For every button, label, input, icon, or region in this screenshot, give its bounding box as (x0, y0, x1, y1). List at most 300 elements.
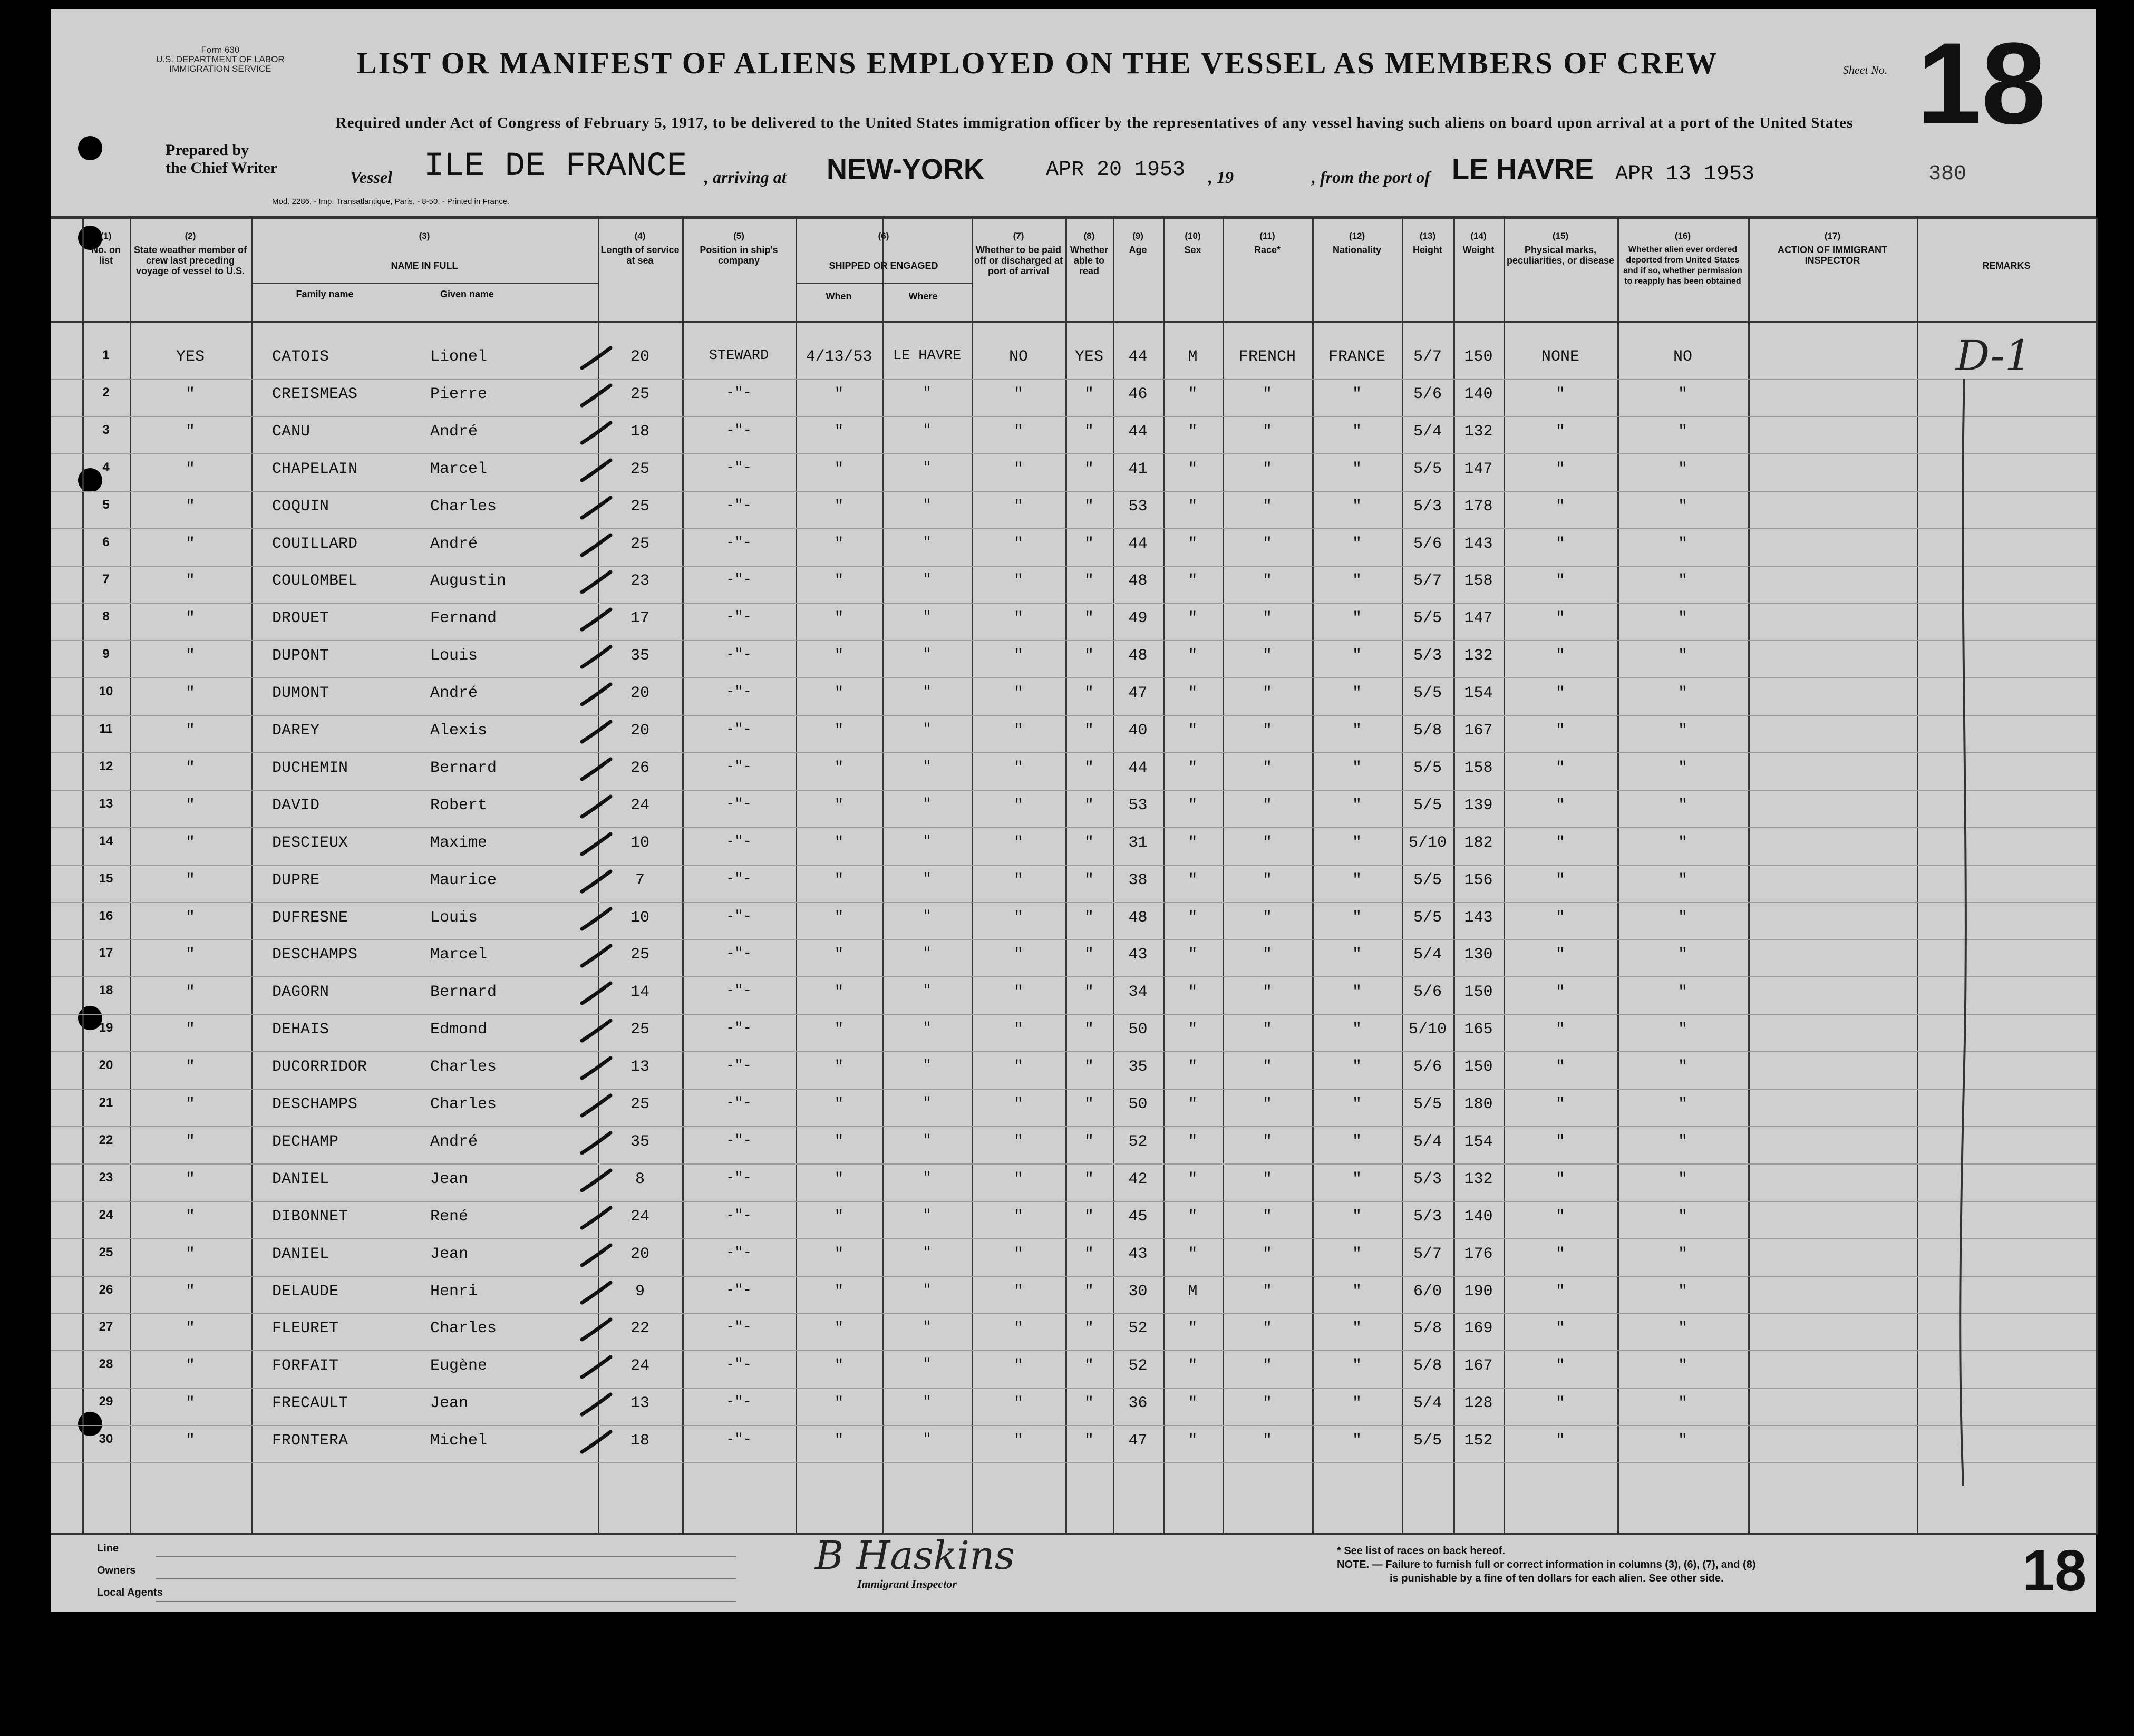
cell-read: " (1084, 1320, 1094, 1338)
column-number: (6) (878, 231, 889, 241)
cell-svc: 8 (635, 1170, 645, 1188)
cell-dep: " (1677, 796, 1687, 814)
cell-svc: 13 (630, 1394, 649, 1413)
cell-age: 44 (1128, 535, 1148, 553)
cell-dep: " (1677, 1132, 1687, 1151)
cell-ht: 5/5 (1413, 460, 1442, 478)
check-mark-icon (578, 1055, 615, 1081)
cell-ht: 5/6 (1413, 1058, 1442, 1076)
cell-where: " (923, 833, 932, 850)
column-number: (10) (1185, 231, 1201, 241)
cell-where: " (923, 684, 932, 701)
cell-age: 49 (1128, 609, 1148, 628)
cell-paid: " (1013, 1357, 1023, 1375)
cell-svc: 25 (630, 385, 649, 403)
cell-sex: " (1188, 908, 1198, 927)
cell-svc: 25 (630, 497, 649, 516)
cell-where: " (923, 497, 932, 513)
table-row (51, 1310, 2096, 1347)
cell-age: 46 (1128, 385, 1148, 403)
cell-age: 30 (1128, 1282, 1148, 1301)
service-name: IMMIGRATION SERVICE (169, 64, 271, 74)
cell-race: " (1262, 1282, 1272, 1301)
cell-dep: " (1677, 572, 1687, 590)
cell-race: " (1262, 1394, 1272, 1413)
cell-dep: " (1677, 1320, 1687, 1338)
cell-age: 48 (1128, 908, 1148, 927)
cell-wt: 182 (1464, 833, 1493, 852)
cell-sex: " (1188, 647, 1198, 665)
cell-ht: 5/8 (1413, 1320, 1442, 1338)
races-note: * See list of races on back hereof. (1337, 1545, 1506, 1557)
cell-when: " (834, 1058, 844, 1076)
vessel-label: Vessel (350, 168, 392, 187)
cell-when: " (834, 946, 844, 964)
cell-n: 1 (102, 348, 110, 362)
column-number: (9) (1132, 231, 1143, 241)
cell-wt: 158 (1464, 759, 1493, 777)
cell-when: " (834, 759, 844, 777)
cell-pos: -"- (726, 1095, 752, 1111)
cell-family: DAREY (272, 722, 320, 740)
cell-age: 50 (1128, 1095, 1148, 1113)
cell-pos: -"- (726, 1245, 752, 1261)
cell-age: 31 (1128, 833, 1148, 852)
cell-pos: -"- (726, 385, 752, 401)
cell-read: " (1084, 1132, 1094, 1151)
cell-svc: 25 (630, 1021, 649, 1039)
column-number: (7) (1013, 231, 1024, 241)
penalty-note-1: NOTE. — Failure to furnish full or correct information in columns (3), (6), (7), and (8) (1337, 1559, 1756, 1570)
cell-n: 5 (102, 497, 110, 512)
cell-race: " (1262, 1207, 1272, 1226)
cell-race: " (1262, 497, 1272, 516)
cell-when: " (834, 497, 844, 516)
reference-number: 380 (1928, 162, 1967, 186)
cell-nat: " (1352, 1282, 1362, 1301)
cell-n: 23 (99, 1170, 113, 1185)
column-header: State weather member of crew last preceding voyage of vessel to U.S. (133, 245, 247, 276)
cell-age: 43 (1128, 946, 1148, 964)
cell-pos: -"- (726, 647, 752, 663)
cell-pos: -"- (726, 1320, 752, 1336)
cell-ht: 5/7 (1413, 1245, 1442, 1263)
cell-family: COUILLARD (272, 535, 358, 553)
cell-sex: " (1188, 460, 1198, 478)
cell-given: Marcel (430, 460, 488, 478)
cell-prev: " (185, 684, 195, 703)
year-label: , 19 (1208, 168, 1234, 187)
cell-nat: " (1352, 908, 1362, 927)
cell-nat: " (1352, 609, 1362, 628)
cell-nat: " (1352, 1058, 1362, 1076)
table-row (51, 1273, 2096, 1310)
cell-dep: " (1677, 1394, 1687, 1413)
cell-read: " (1084, 1095, 1094, 1113)
table-row (51, 562, 2096, 599)
cell-read: " (1084, 422, 1094, 441)
cell-wt: 180 (1464, 1095, 1493, 1113)
cell-age: 47 (1128, 684, 1148, 703)
cell-race: " (1262, 722, 1272, 740)
cell-when: " (834, 422, 844, 441)
table-row (51, 862, 2096, 899)
cell-read: " (1084, 983, 1094, 1002)
cell-pos: -"- (726, 1058, 752, 1074)
cell-family: DAGORN (272, 983, 329, 1002)
cell-wt: 167 (1464, 1357, 1493, 1375)
cell-marks: " (1555, 759, 1565, 777)
cell-marks: " (1555, 1095, 1565, 1113)
check-mark-icon (578, 906, 615, 932)
cell-n: 29 (99, 1394, 113, 1409)
column-rule (2096, 218, 2098, 1534)
cell-paid: " (1013, 1207, 1023, 1226)
cell-n: 7 (102, 572, 110, 587)
form-title: LIST OR MANIFEST OF ALIENS EMPLOYED ON THE VESSEL AS MEMBERS OF CREW (356, 46, 1719, 80)
cell-prev: " (185, 535, 195, 553)
cell-age: 35 (1128, 1058, 1148, 1076)
cell-family: DELAUDE (272, 1282, 339, 1301)
form-identifier (156, 45, 285, 74)
column-header: Nationality (1332, 245, 1381, 255)
check-mark-icon (578, 1167, 615, 1194)
cell-sex: " (1188, 1132, 1198, 1151)
cell-marks: " (1555, 796, 1565, 814)
cell-marks: " (1555, 422, 1565, 441)
line-label: Line (97, 1543, 119, 1554)
cell-svc: 20 (630, 1245, 649, 1263)
immigrant-inspector-label: Immigrant Inspector (857, 1577, 957, 1590)
cell-prev: " (185, 1170, 195, 1188)
cell-where: " (923, 796, 932, 812)
cell-paid: " (1013, 1170, 1023, 1188)
cell-wt: 154 (1464, 684, 1493, 703)
column-header: Age (1129, 245, 1147, 255)
cell-svc: 10 (630, 833, 649, 852)
column-header: NAME IN FULL (391, 260, 458, 271)
cell-prev: " (185, 722, 195, 740)
remarks-note: D-1 (1956, 331, 2032, 380)
line-field (156, 1556, 736, 1557)
cell-n: 10 (99, 684, 113, 699)
cell-nat: " (1352, 1320, 1362, 1338)
cell-dep: " (1677, 722, 1687, 740)
cell-when: " (834, 460, 844, 478)
cell-marks: " (1555, 1245, 1565, 1263)
cell-ht: 5/3 (1413, 647, 1442, 665)
cell-age: 50 (1128, 1021, 1148, 1039)
cell-family: COQUIN (272, 497, 329, 516)
cell-dep: " (1677, 1095, 1687, 1113)
table-row (51, 675, 2096, 712)
arrival-date: APR 20 1953 (1046, 158, 1186, 182)
manifest-sheet (51, 9, 2096, 1612)
cell-dep: " (1677, 1282, 1687, 1301)
column-header: Whether to be paid off or discharged at port of arrival (974, 245, 1063, 276)
cell-age: 43 (1128, 1245, 1148, 1263)
cell-nat: " (1352, 983, 1362, 1002)
cell-wt: 150 (1464, 348, 1493, 366)
cell-nat: " (1352, 385, 1362, 403)
cell-wt: 154 (1464, 1132, 1493, 1151)
cell-paid: " (1013, 722, 1023, 740)
cell-age: 52 (1128, 1357, 1148, 1375)
check-mark-icon (578, 1242, 615, 1268)
cell-paid: " (1013, 1058, 1023, 1076)
cell-nat: " (1352, 759, 1362, 777)
check-mark-icon (578, 532, 615, 558)
table-row (51, 338, 2096, 375)
cell-race: " (1262, 871, 1272, 889)
cell-marks: " (1555, 609, 1565, 628)
when-header: When (826, 291, 852, 302)
cell-sex: " (1188, 1357, 1198, 1375)
cell-ht: 5/8 (1413, 1357, 1442, 1375)
cell-when: " (834, 535, 844, 553)
cell-given: André (430, 1132, 478, 1151)
cell-when: " (834, 609, 844, 628)
column-header: ACTION OF IMMIGRANT INSPECTOR (1778, 245, 1887, 266)
cell-age: 34 (1128, 983, 1148, 1002)
cell-where: " (923, 1058, 932, 1074)
departure-port: LE HAVRE (1452, 153, 1594, 185)
cell-svc: 7 (635, 871, 645, 889)
cell-dep: " (1677, 1170, 1687, 1188)
cell-ht: 5/5 (1413, 871, 1442, 889)
cell-marks: " (1555, 946, 1565, 964)
check-mark-icon (578, 1279, 615, 1306)
prepared-by-label: Prepared by (166, 141, 249, 159)
cell-paid: " (1013, 1021, 1023, 1039)
cell-marks: " (1555, 983, 1565, 1002)
cell-given: Lionel (430, 348, 488, 366)
cell-wt: 139 (1464, 796, 1493, 814)
cell-family: DUPONT (272, 647, 329, 665)
cell-when: " (834, 722, 844, 740)
cell-age: 41 (1128, 460, 1148, 478)
cell-pos: -"- (726, 460, 752, 476)
cell-race: " (1262, 385, 1272, 403)
cell-read: " (1084, 609, 1094, 628)
cell-wt: 143 (1464, 908, 1493, 927)
check-mark-icon (578, 569, 615, 595)
cell-marks: " (1555, 684, 1565, 703)
cell-paid: " (1013, 422, 1023, 441)
cell-when: " (834, 1245, 844, 1263)
cell-sex: " (1188, 983, 1198, 1002)
binder-hole (78, 136, 102, 160)
table-row (51, 787, 2096, 824)
cell-paid: " (1013, 1320, 1023, 1338)
cell-pos: -"- (726, 833, 752, 850)
cell-marks: " (1555, 722, 1565, 740)
cell-pos: -"- (726, 1021, 752, 1037)
row-rule (51, 1462, 2096, 1463)
cell-n: 25 (99, 1245, 113, 1259)
cell-where: " (923, 1320, 932, 1336)
cell-n: 22 (99, 1132, 113, 1147)
departure-date: APR 13 1953 (1615, 162, 1755, 186)
cell-n: 12 (99, 759, 113, 773)
table-row (51, 825, 2096, 861)
cell-ht: 5/7 (1413, 572, 1442, 590)
cell-read: " (1084, 1282, 1094, 1301)
shipped-subheader-rule (796, 283, 972, 284)
cell-wt: 178 (1464, 497, 1493, 516)
cell-n: 9 (102, 647, 110, 662)
table-row (51, 712, 2096, 749)
cell-race: " (1262, 908, 1272, 927)
cell-where: " (923, 609, 932, 626)
cell-svc: 25 (630, 460, 649, 478)
cell-where: " (923, 1170, 932, 1186)
cell-prev: " (185, 983, 195, 1002)
cell-when: " (834, 871, 844, 889)
inspector-signature: B Haskins (815, 1533, 1015, 1578)
cell-wt: 156 (1464, 871, 1493, 889)
cell-read: YES (1074, 348, 1103, 366)
cell-family: CHAPELAIN (272, 460, 358, 478)
cell-read: " (1084, 1021, 1094, 1039)
cell-marks: " (1555, 1394, 1565, 1413)
cell-given: Charles (430, 1058, 497, 1076)
cell-ht: 6/0 (1413, 1282, 1442, 1301)
cell-read: " (1084, 908, 1094, 927)
cell-read: " (1084, 1394, 1094, 1413)
column-header: Sex (1184, 245, 1201, 255)
check-mark-icon (578, 1429, 615, 1455)
cell-wt: 152 (1464, 1432, 1493, 1450)
cell-nat: " (1352, 422, 1362, 441)
cell-given: Marcel (430, 946, 488, 964)
cell-sex: M (1188, 1282, 1198, 1301)
cell-when: " (834, 1170, 844, 1188)
cell-prev: " (185, 422, 195, 441)
cell-wt: 169 (1464, 1320, 1493, 1338)
cell-read: " (1084, 1207, 1094, 1226)
cell-race: " (1262, 946, 1272, 964)
cell-when: " (834, 1320, 844, 1338)
cell-sex: " (1188, 1207, 1198, 1226)
table-row (51, 1422, 2096, 1459)
cell-age: 48 (1128, 572, 1148, 590)
cell-race: " (1262, 1021, 1272, 1039)
cell-dep: " (1677, 497, 1687, 516)
cell-pos: -"- (726, 946, 752, 962)
cell-race: " (1262, 759, 1272, 777)
cell-prev: " (185, 1432, 195, 1450)
cell-n: 2 (102, 385, 110, 400)
cell-n: 15 (99, 871, 113, 886)
cell-svc: 25 (630, 1095, 649, 1113)
cell-prev: " (185, 946, 195, 964)
cell-nat: " (1352, 1095, 1362, 1113)
remarks-bracket-line (1948, 379, 1980, 1496)
cell-age: 36 (1128, 1394, 1148, 1413)
cell-wt: 150 (1464, 1058, 1493, 1076)
cell-ht: 5/5 (1413, 1095, 1442, 1113)
prepared-by-role: the Chief Writer (166, 159, 278, 177)
cell-race: " (1262, 796, 1272, 814)
cell-pos: -"- (726, 497, 752, 513)
cell-where: " (923, 722, 932, 738)
cell-ht: 5/4 (1413, 422, 1442, 441)
cell-given: Michel (430, 1432, 488, 1450)
table-row (51, 637, 2096, 674)
table-row (51, 1049, 2096, 1085)
cell-nat: " (1352, 572, 1362, 590)
cell-where: " (923, 647, 932, 663)
cell-ht: 5/5 (1413, 1432, 1442, 1450)
cell-ht: 5/5 (1413, 908, 1442, 927)
cell-where: " (923, 983, 932, 1000)
cell-given: André (430, 684, 478, 703)
cell-svc: 14 (630, 983, 649, 1002)
table-row (51, 1086, 2096, 1123)
column-header: Race* (1254, 245, 1281, 255)
cell-dep: " (1677, 1021, 1687, 1039)
cell-wt: 190 (1464, 1282, 1493, 1301)
cell-family: DEHAIS (272, 1021, 329, 1039)
cell-prev: " (185, 1207, 195, 1226)
cell-dep: " (1677, 833, 1687, 852)
cell-read: " (1084, 1432, 1094, 1450)
penalty-note-2: is punishable by a fine of ten dollars for each alien. See other side. (1390, 1573, 1724, 1584)
cell-prev: " (185, 759, 195, 777)
check-mark-icon (578, 1316, 615, 1343)
cell-ht: 5/4 (1413, 946, 1442, 964)
cell-paid: " (1013, 871, 1023, 889)
cell-race: " (1262, 1095, 1272, 1113)
cell-n: 26 (99, 1282, 113, 1297)
cell-read: " (1084, 833, 1094, 852)
cell-family: DIBONNET (272, 1207, 348, 1226)
cell-pos: -"- (726, 1207, 752, 1224)
table-row (51, 488, 2096, 525)
cell-family: DUMONT (272, 684, 329, 703)
cell-prev: " (185, 1320, 195, 1338)
check-mark-icon (578, 943, 615, 969)
cell-dep: " (1677, 759, 1687, 777)
column-header: Weight (1462, 245, 1495, 255)
cell-where: " (923, 460, 932, 476)
table-row (51, 750, 2096, 787)
cell-ht: 5/10 (1408, 833, 1447, 852)
table-row (51, 376, 2096, 413)
local-agents-label: Local Agents (97, 1587, 163, 1598)
check-mark-icon (578, 382, 615, 409)
cell-dep: " (1677, 647, 1687, 665)
column-number: (2) (185, 231, 196, 241)
cell-when: " (834, 385, 844, 403)
cell-family: FORFAIT (272, 1357, 339, 1375)
cell-paid: " (1013, 983, 1023, 1002)
cell-dep: " (1677, 609, 1687, 628)
cell-sex: " (1188, 796, 1198, 814)
cell-when: " (834, 1021, 844, 1039)
table-bottom-rule (51, 1533, 2096, 1535)
cell-when: " (834, 983, 844, 1002)
cell-pos: -"- (726, 1394, 752, 1411)
cell-nat: " (1352, 1245, 1362, 1263)
cell-race: " (1262, 833, 1272, 852)
cell-given: Bernard (430, 759, 497, 777)
cell-given: Henri (430, 1282, 478, 1301)
cell-paid: " (1013, 535, 1023, 553)
cell-race: " (1262, 1432, 1272, 1450)
cell-dep: " (1677, 908, 1687, 927)
